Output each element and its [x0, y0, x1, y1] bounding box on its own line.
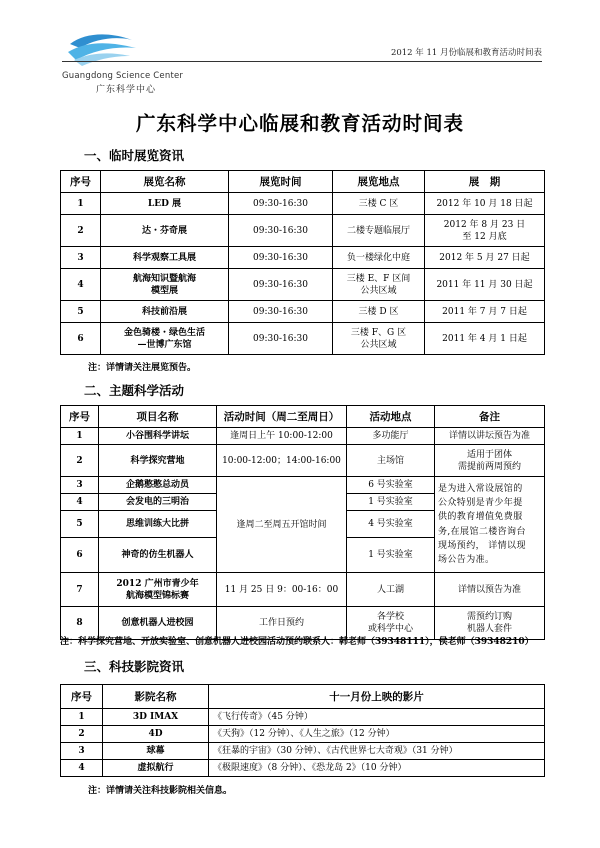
row-number: 5	[61, 301, 101, 323]
exhibition-time: 09:30-16:30	[229, 269, 333, 301]
activity-name	[99, 445, 217, 477]
column-header: 展览名称	[101, 171, 229, 193]
activity-place	[347, 538, 435, 573]
column-header: 展览地点	[333, 171, 425, 193]
activity-time	[217, 445, 347, 477]
activity-time	[217, 428, 347, 445]
cell-line: 4 号实验室	[368, 519, 413, 529]
row-number: 6	[61, 538, 99, 573]
activity-name	[99, 511, 217, 538]
exhibition-period	[425, 215, 545, 247]
table-row	[61, 743, 545, 760]
exhibition-name	[101, 301, 229, 323]
activity-remark	[435, 573, 545, 607]
activity-place	[347, 511, 435, 538]
cell-line: 三楼 C 区	[358, 198, 399, 209]
cinema-name: 3D IMAX	[103, 709, 209, 726]
activity-place	[347, 445, 435, 477]
cell-line: 现场预约， 详情以现	[438, 540, 526, 551]
cell-line: 模型展	[150, 285, 178, 296]
exhibition-name	[101, 323, 229, 355]
logo-english-name: Guangdong Science Center	[62, 71, 184, 81]
row-number: 4	[61, 760, 103, 777]
row-number: 3	[61, 477, 99, 494]
cell-line: 10:00-12:00；14:00-16:00	[222, 455, 341, 466]
row-number: 3	[61, 743, 103, 760]
row-number: 4	[61, 269, 101, 301]
exhibition-name	[101, 215, 229, 247]
table-row	[61, 428, 545, 445]
cell-line: 务,在展馆二楼咨询台	[438, 526, 526, 537]
exhibition-name	[101, 269, 229, 301]
page-title: 广东科学中心临展和教育活动时间表	[135, 112, 464, 135]
row-number: 2	[61, 215, 101, 247]
activity-name	[99, 428, 217, 445]
cell-line: 航海模型锦标赛	[125, 590, 189, 601]
cell-line: 三楼 F、G 区	[350, 327, 407, 338]
header-note: 2012 年 11 月份临展和教育活动时间表	[390, 48, 542, 58]
exhibition-name	[101, 247, 229, 269]
cell-line: 11 月 25 日 9：00-16：00	[224, 584, 339, 595]
cell-line: 至 12 月底	[462, 231, 507, 242]
exhibition-place	[333, 269, 425, 301]
table-row	[61, 477, 545, 494]
exhibition-name	[101, 193, 229, 215]
cell-line: 或科学中心	[367, 624, 413, 634]
activity-place	[347, 428, 435, 445]
exhibition-place	[333, 301, 425, 323]
cell-line: 人工湖	[376, 584, 404, 595]
column-header: 展 期	[425, 171, 545, 193]
exhibition-time: 09:30-16:30	[229, 301, 333, 323]
cinema-films: 《天狗》（12 分钟）、《人生之旅》（12 分钟）	[209, 726, 545, 743]
row-number: 1	[61, 709, 103, 726]
column-header: 序号	[61, 685, 103, 709]
activity-name	[99, 538, 217, 573]
table-row	[61, 193, 545, 215]
exhibition-place	[333, 215, 425, 247]
row-number: 7	[61, 573, 99, 607]
column-header: 活动时间（周二至周日）	[217, 406, 347, 428]
column-header: 序号	[61, 171, 101, 193]
table-row	[61, 323, 545, 355]
activity-name	[99, 494, 217, 511]
activity-place	[347, 573, 435, 607]
cell-line: 需提前两周预约	[457, 461, 521, 472]
cell-line: 是为进入常设展馆的	[438, 483, 523, 494]
column-header: 序号	[61, 406, 99, 428]
cell-line: 负一楼绿化中庭	[346, 252, 410, 263]
cell-line: 供的教育增值免费服	[438, 512, 523, 523]
cell-line: 创意机器人进校园	[121, 618, 194, 628]
activity-remark-merged	[435, 477, 545, 573]
cinema-films: 《极限速度》（8 分钟）、《恐龙岛 2》（10 分钟）	[209, 760, 545, 777]
exhibition-note: 注：详情请关注展览预告。	[88, 363, 197, 373]
row-number: 3	[61, 247, 101, 269]
cell-line: 机器人套件	[466, 624, 512, 634]
cinema-films: 《狂暴的宇宙》（30 分钟）、《古代世界七大奇观》（31 分钟）	[209, 743, 545, 760]
cell-line: 神奇的仿生机器人	[121, 550, 194, 560]
exhibition-time: 09:30-16:30	[229, 215, 333, 247]
section-heading-exhibitions: 一、临时展览资讯	[84, 148, 185, 163]
cell-line: 2012 年 5 月 27 日起	[439, 252, 530, 263]
cell-line: 各学校	[376, 612, 404, 622]
cell-line: 企鹅憨憨总动员	[125, 480, 189, 490]
activity-remark	[435, 428, 545, 445]
row-number: 6	[61, 323, 101, 355]
cell-line: —世博广东馆	[137, 339, 192, 350]
table-row	[61, 301, 545, 323]
header-divider	[62, 61, 542, 62]
exhibition-place	[333, 247, 425, 269]
cell-line: 2011 年 7 月 7 日起	[442, 306, 527, 317]
cell-line: 2012 年 8 月 23 日	[443, 219, 526, 230]
table-row	[61, 709, 545, 726]
cell-line: 二楼专题临展厅	[346, 225, 410, 236]
cell-line: LED 展	[147, 198, 182, 209]
exhibition-place	[333, 323, 425, 355]
column-header: 备注	[435, 406, 545, 428]
exhibition-period	[425, 323, 545, 355]
cell-line: 会发电的三明治	[125, 497, 189, 507]
cell-line: 适用于团体	[466, 449, 512, 460]
exhibition-place	[333, 193, 425, 215]
column-header: 影院名称	[103, 685, 209, 709]
table-row	[61, 760, 545, 777]
cell-line: 航海知识暨航海	[132, 273, 196, 284]
activity-note: 注：科学探究营地、开放实验室、创意机器人进校园活动预约联系人：韩老师（39348111），侯老师（39348210）	[60, 637, 534, 647]
cell-line: 2011 年 11 月 30 日起	[436, 279, 533, 290]
activity-name	[99, 573, 217, 607]
exhibition-time: 09:30-16:30	[229, 323, 333, 355]
cell-line: 科学观察工具展	[132, 252, 196, 263]
cell-line: 详情以预告为准	[457, 584, 521, 595]
exhibition-time: 09:30-16:30	[229, 247, 333, 269]
cell-line: 公共区域	[360, 285, 397, 296]
row-number: 8	[61, 607, 99, 640]
cell-line: 2011 年 4 月 1 日起	[442, 333, 527, 344]
row-number: 2	[61, 445, 99, 477]
table-header-row	[61, 171, 545, 193]
cell-line: 2012 年 10 月 18 日起	[436, 198, 533, 209]
cell-line: 金色骑楼・绿色生活	[123, 327, 205, 338]
cell-line: 2012 广州市青少年	[116, 578, 199, 589]
cell-line: 三楼 D 区	[358, 306, 399, 317]
table-row	[61, 215, 545, 247]
activity-place	[347, 494, 435, 511]
table-row	[61, 269, 545, 301]
activity-remark	[435, 445, 545, 477]
cell-line: 科技前沿展	[141, 306, 187, 317]
cinema-name: 4D	[103, 726, 209, 743]
cinema-note: 注：详情请关注科技影院相关信息。	[88, 786, 233, 796]
cell-line: 科学探究营地	[130, 455, 185, 466]
cell-line: 小谷围科学讲坛	[125, 431, 189, 441]
gsc-logo-icon	[66, 30, 138, 70]
exhibition-period	[425, 269, 545, 301]
section-heading-cinema: 三、科技影院资讯	[84, 659, 185, 674]
table-row	[61, 573, 545, 607]
cell-line: 场公告为准。	[438, 555, 495, 566]
exhibition-time: 09:30-16:30	[229, 193, 333, 215]
cell-line: 公共区域	[360, 339, 397, 350]
cell-line: 主场馆	[376, 455, 404, 466]
cell-line: 思维训练大比拼	[125, 519, 189, 529]
section-heading-activities: 二、主题科学活动	[84, 383, 185, 398]
cell-line: 多功能厅	[372, 431, 409, 441]
cinema-films: 《飞行传奇》（45 分钟）	[209, 709, 545, 726]
activity-time	[217, 573, 347, 607]
exhibition-period	[425, 193, 545, 215]
exhibition-period	[425, 301, 545, 323]
exhibition-table	[60, 170, 545, 355]
cell-line: 达・芬奇展	[141, 225, 187, 236]
row-number: 4	[61, 494, 99, 511]
cell-line: 6 号实验室	[368, 480, 413, 490]
row-number: 5	[61, 511, 99, 538]
column-header: 展览时间	[229, 171, 333, 193]
cell-line: 详情以讲坛预告为准	[448, 431, 530, 441]
table-row	[61, 726, 545, 743]
activity-table	[60, 405, 545, 640]
cinema-name: 球幕	[103, 743, 209, 760]
row-number: 2	[61, 726, 103, 743]
activity-name	[99, 477, 217, 494]
cell-line: 1 号实验室	[368, 550, 413, 560]
logo-chinese-name: 广东科学中心	[96, 85, 157, 95]
cell-line: 公众特别是青少年提	[438, 497, 523, 508]
cinema-name: 虚拟航行	[103, 760, 209, 777]
exhibition-period	[425, 247, 545, 269]
cinema-table	[60, 684, 545, 777]
cell-line: 需预约订购	[466, 612, 512, 622]
column-header: 项目名称	[99, 406, 217, 428]
table-header-row	[61, 406, 545, 428]
cell-line: 三楼 E、F 区间	[346, 273, 411, 284]
row-number: 1	[61, 193, 101, 215]
table-header-row	[61, 685, 545, 709]
cell-line: 1 号实验室	[368, 497, 413, 507]
column-header: 十一月份上映的影片	[209, 685, 545, 709]
table-row	[61, 247, 545, 269]
cell-line: 工作日预约	[258, 618, 304, 628]
cell-line: 逢周日上午 10:00-12:00	[230, 431, 333, 441]
table-row	[61, 445, 545, 477]
row-number: 1	[61, 428, 99, 445]
column-header: 活动地点	[347, 406, 435, 428]
activity-time-merged: 逢周二至周五开馆时间	[217, 477, 347, 573]
activity-place	[347, 477, 435, 494]
